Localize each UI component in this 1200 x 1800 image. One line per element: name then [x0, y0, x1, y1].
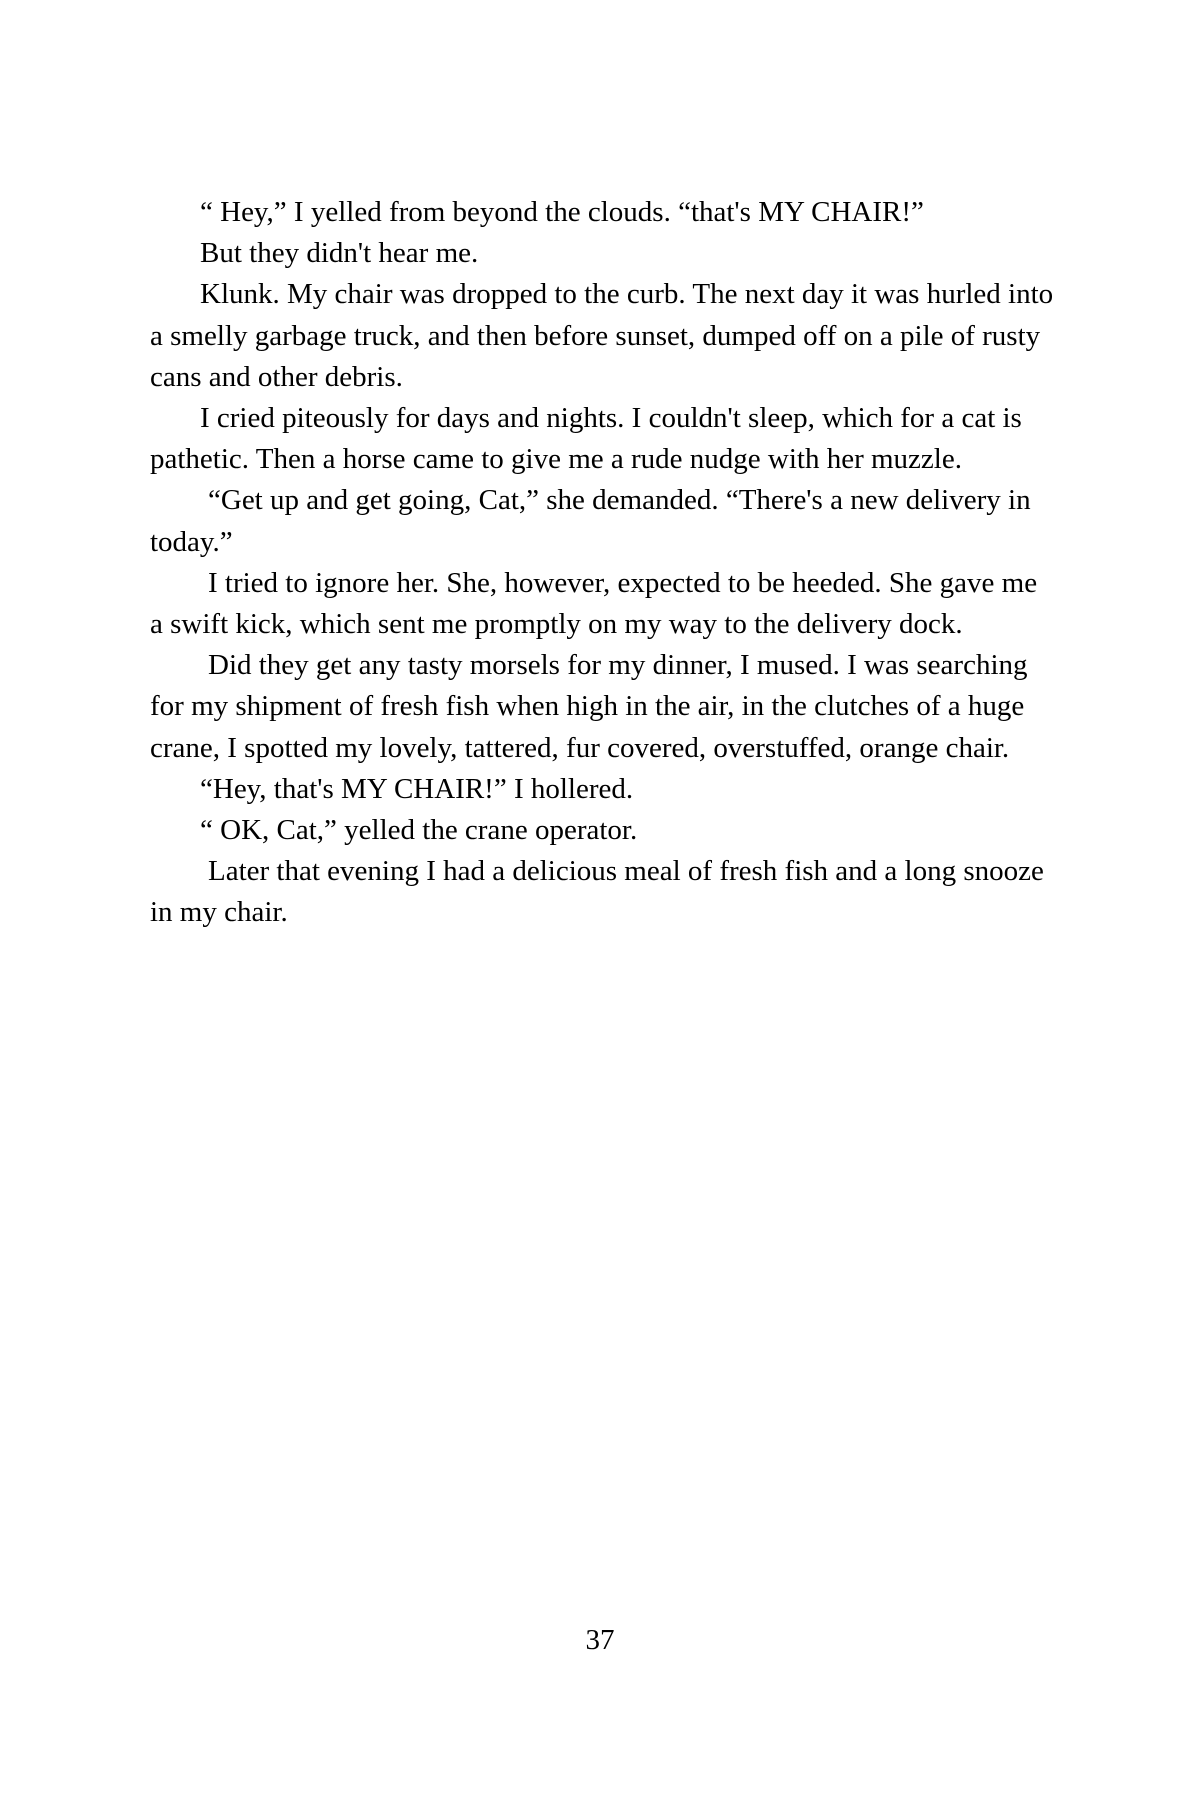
paragraph-2: But they didn't hear me. — [200, 237, 479, 270]
page-number: 37 — [585, 1624, 615, 1656]
paragraph-9: “ OK, Cat,” yelled the crane operator. — [200, 814, 638, 847]
paragraph-3: Klunk. My chair was dropped to the curb. The next day it was hurled into a smelly garbage truck, and then before sunset, dumped off on a pile of rusty cans and other debris. — [150, 278, 1054, 393]
paragraph-5: “Get up and get going, Cat,” she demanded. “There's a new delivery in today.” — [150, 484, 1031, 558]
paragraph-7: Did they get any tasty morsels for my dinner, I mused. I was searching for my shipment of fresh fish when high in the air, in the clutches of a huge crane, I spotted my lovely, tattered, fur covered, overstuffed, orange chair. — [150, 649, 1028, 764]
paragraph-10: Later that evening I had a delicious meal of fresh fish and a long snooze in my chair. — [150, 855, 1044, 929]
body-text — [150, 192, 1055, 934]
paragraph-6: I tried to ignore her. She, however, expected to be heeded. She gave me a swift kick, which sent me promptly on my way to the delivery dock. — [150, 566, 1038, 641]
paragraph-1: “ Hey,” I yelled from beyond the clouds. “that's MY CHAIR!” — [200, 196, 924, 228]
paragraph-8: “Hey, that's MY CHAIR!” I hollered. — [200, 772, 634, 805]
paragraph-4: I cried piteously for days and nights. I couldn't sleep, which for a cat is pathetic. Then a horse came to give me a rude nudge with her muzzle. — [150, 402, 1022, 476]
